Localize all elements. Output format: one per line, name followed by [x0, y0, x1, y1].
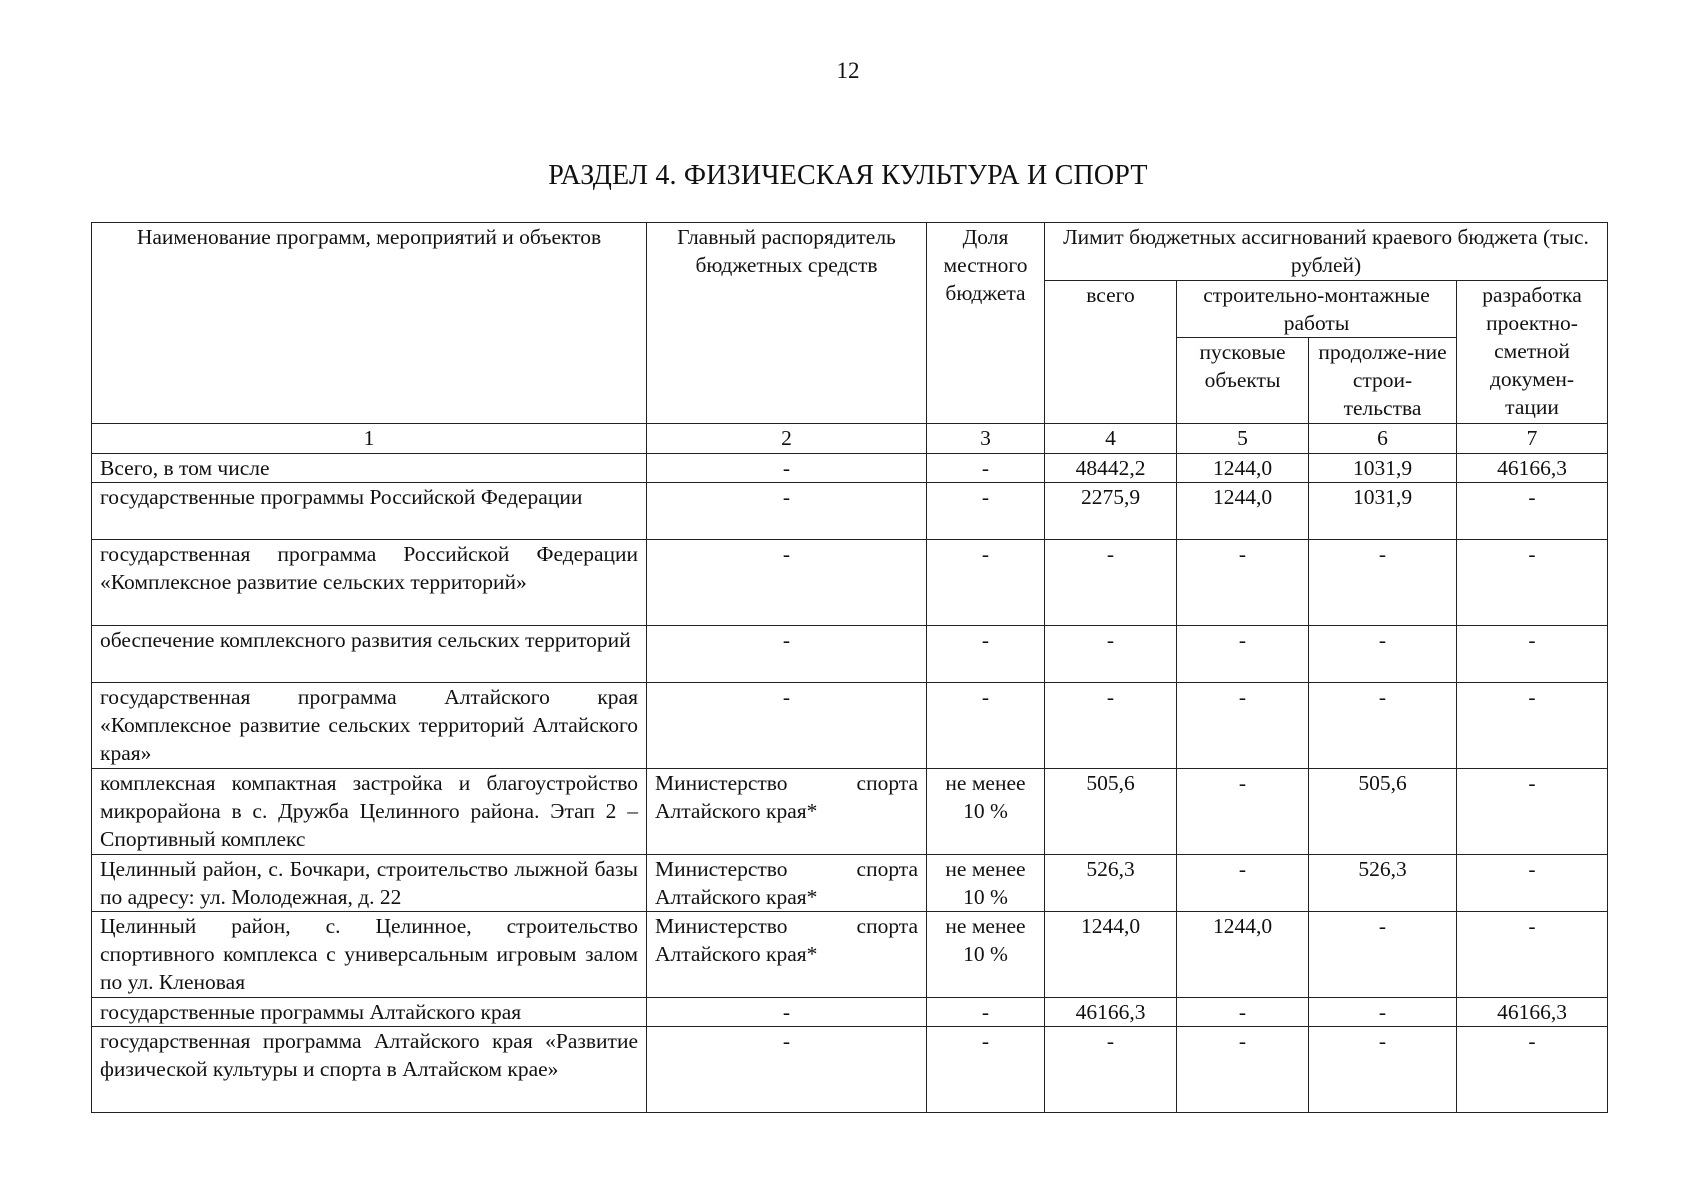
header-construction: строительно-монтажные работы — [1177, 281, 1457, 338]
page-number: 12 — [836, 58, 860, 83]
row-launch: 1244,0 — [1177, 483, 1309, 540]
row-share: не менее 10 % — [927, 769, 1045, 855]
row-total: 46166,3 — [1045, 998, 1177, 1027]
row-share: - — [927, 483, 1045, 540]
row-manager: - — [647, 1027, 927, 1113]
column-numbers-row — [92, 424, 1608, 454]
row-design: 46166,3 — [1457, 998, 1608, 1027]
row-design: - — [1457, 769, 1608, 855]
column-number: 7 — [1457, 424, 1608, 454]
row-name: государственные программы Алтайского края — [92, 998, 647, 1027]
row-design: - — [1457, 483, 1608, 540]
row-total: - — [1045, 626, 1177, 683]
row-name: комплексная компактная застройка и благоустройство микрорайона в с. Дружба Целинного района. Этап 2 – Спортивный комплекс — [92, 769, 647, 855]
row-continuation: - — [1309, 540, 1457, 626]
row-launch: - — [1177, 626, 1309, 683]
row-manager: - — [647, 454, 927, 483]
row-launch: - — [1177, 855, 1309, 912]
row-total: 526,3 — [1045, 855, 1177, 912]
row-share: - — [927, 454, 1045, 483]
row-name: Целинный район, с. Целинное, строительство спортивного комплекса с универсальным игровым залом по ул. Кленовая — [92, 912, 647, 998]
row-design: - — [1457, 912, 1608, 998]
row-design: - — [1457, 683, 1608, 769]
row-manager: - — [647, 998, 927, 1027]
row-continuation: 1031,9 — [1309, 483, 1457, 540]
row-continuation: 1031,9 — [1309, 454, 1457, 483]
table-row — [92, 540, 1608, 626]
row-share: - — [927, 683, 1045, 769]
row-continuation: - — [1309, 1027, 1457, 1113]
header-budget-limit: Лимит бюджетных ассигнований краевого бюджета (тыс. рублей) — [1045, 223, 1608, 281]
row-continuation: 505,6 — [1309, 769, 1457, 855]
column-number: 2 — [647, 424, 927, 454]
table-row — [92, 769, 1608, 855]
row-total: 2275,9 — [1045, 483, 1177, 540]
row-manager: - — [647, 683, 927, 769]
table-row — [92, 912, 1608, 998]
row-design: - — [1457, 855, 1608, 912]
row-name: обеспечение комплексного развития сельских территорий — [92, 626, 647, 683]
row-name: Целинный район, с. Бочкари, строительство лыжной базы по адресу: ул. Молодежная, д. 22 — [92, 855, 647, 912]
budget-table — [91, 222, 1608, 1113]
row-launch: 1244,0 — [1177, 912, 1309, 998]
row-design: - — [1457, 1027, 1608, 1113]
column-number: 4 — [1045, 424, 1177, 454]
section-title: РАЗДЕЛ 4. ФИЗИЧЕСКАЯ КУЛЬТУРА И СПОРТ — [548, 160, 1148, 191]
column-number: 1 — [92, 424, 647, 454]
column-number: 3 — [927, 424, 1045, 454]
row-name: государственная программа Алтайского края «Комплексное развитие сельских территорий Алтайского края» — [92, 683, 647, 769]
row-name: государственные программы Российской Федерации — [92, 483, 647, 540]
row-share: не менее 10 % — [927, 855, 1045, 912]
row-design: 46166,3 — [1457, 454, 1608, 483]
row-continuation: - — [1309, 626, 1457, 683]
row-name: государственная программа Алтайского края «Развитие физической культуры и спорта в Алтайском крае» — [92, 1027, 647, 1113]
row-total: - — [1045, 540, 1177, 626]
header-local-share: Доля местного бюджета — [927, 223, 1045, 424]
row-share: - — [927, 540, 1045, 626]
row-share: - — [927, 998, 1045, 1027]
row-manager: - — [647, 483, 927, 540]
row-design: - — [1457, 540, 1608, 626]
row-manager: Министерство спорта Алтайского края* — [647, 912, 927, 998]
row-total: - — [1045, 683, 1177, 769]
row-continuation: 526,3 — [1309, 855, 1457, 912]
header-launch-objects: пусковые объекты — [1177, 338, 1309, 424]
row-manager: - — [647, 540, 927, 626]
row-manager: Министерство спорта Алтайского края* — [647, 855, 927, 912]
row-design: - — [1457, 626, 1608, 683]
row-manager: - — [647, 626, 927, 683]
table-row — [92, 683, 1608, 769]
header-continuation: продолже-ние строи-тельства — [1309, 338, 1457, 424]
row-total: 505,6 — [1045, 769, 1177, 855]
row-total: 48442,2 — [1045, 454, 1177, 483]
column-number: 6 — [1309, 424, 1457, 454]
table-row — [92, 998, 1608, 1027]
row-launch: - — [1177, 769, 1309, 855]
row-launch: - — [1177, 998, 1309, 1027]
row-total: - — [1045, 1027, 1177, 1113]
table-row — [92, 626, 1608, 683]
table-row — [92, 454, 1608, 483]
table-row — [92, 483, 1608, 540]
row-total: 1244,0 — [1045, 912, 1177, 998]
row-name: Всего, в том числе — [92, 454, 647, 483]
row-share: не менее 10 % — [927, 912, 1045, 998]
row-launch: - — [1177, 683, 1309, 769]
row-launch: - — [1177, 1027, 1309, 1113]
header-program-name: Наименование программ, мероприятий и объектов — [92, 223, 647, 424]
row-manager: Министерство спорта Алтайского края* — [647, 769, 927, 855]
row-continuation: - — [1309, 998, 1457, 1027]
row-continuation: - — [1309, 912, 1457, 998]
row-share: - — [927, 626, 1045, 683]
row-launch: 1244,0 — [1177, 454, 1309, 483]
table-row — [92, 1027, 1608, 1113]
row-launch: - — [1177, 540, 1309, 626]
header-manager: Главный распорядитель бюджетных средств — [647, 223, 927, 424]
row-name: государственная программа Российской Федерации «Комплексное развитие сельских территорий» — [92, 540, 647, 626]
header-design-docs: разработка проектно-сметной докумен-тации — [1457, 281, 1608, 424]
row-continuation: - — [1309, 683, 1457, 769]
header-total: всего — [1045, 281, 1177, 424]
column-number: 5 — [1177, 424, 1309, 454]
row-share: - — [927, 1027, 1045, 1113]
header-row-1 — [92, 223, 1608, 281]
table-row — [92, 855, 1608, 912]
